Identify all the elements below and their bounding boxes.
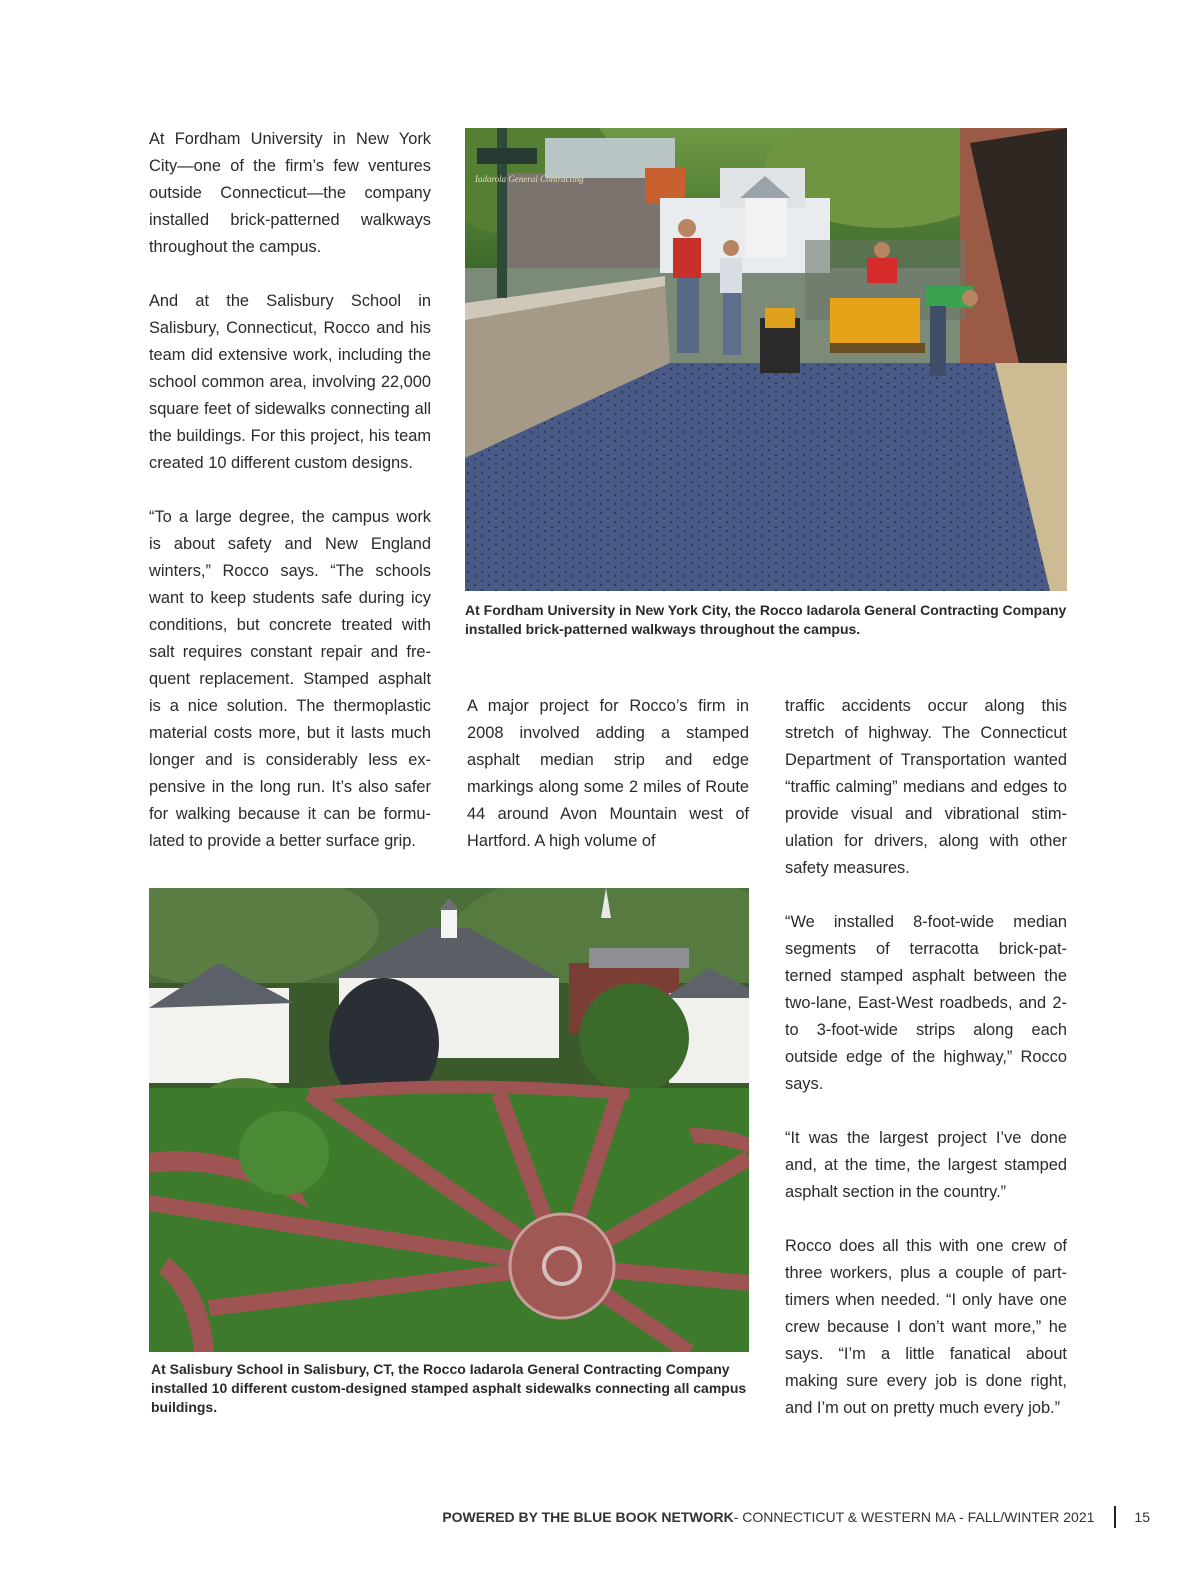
paragraph: “To a large degree, the campus work is about safety and New England winters,” Rocco says. “The schools want to keep students safe during icy conditions, but concrete treated with salt requires constant repair and fre-quent replacement. Stamped asphalt is a nice solution. The thermoplastic material costs more, but it lasts much longer and is considerably less ex-pensive in the long run. It’s also safer for walking because it can be formu-lated to provide a better surface grip. [149,508,431,850]
footer-edition: - CONNECTICUT & WESTERN MA - FALL/WINTER 2021 [733,1509,1095,1525]
paragraph: “It was the largest project I’ve done and, at the time, the largest stamped asphalt section in the country.” [785,1129,1067,1201]
paragraph: traffic accidents occur along this stretch of highway. The Connecticut Department of Transportation wanted “traffic calming” medians and edges to provide visual and vibrational stim-ulation for drivers, along with other safety measures. [785,697,1067,877]
fordham-walkway-photo [465,128,1067,591]
page-number: 15 [1134,1509,1150,1525]
page-footer [442,1506,1150,1528]
article-column-right [785,693,1067,1422]
contractor-sign-text: Iadarola General Contracting [475,174,584,184]
article-column-left [149,126,431,855]
fordham-walkway-illustration [465,128,1067,591]
salisbury-campus-aerial-photo [149,888,749,1352]
paragraph: “We installed 8-foot-wide median segments of terracotta brick-pat-terned stamped asphalt between the two-lane, East-West roadbeds, and 2- to 3-foot-wide strips along each outside edge of the highway,” Rocco says. [785,913,1067,1093]
salisbury-campus-illustration [149,888,749,1352]
article-column-middle [467,693,749,855]
footer-divider [1114,1506,1116,1528]
footer-brand: POWERED BY THE BLUE BOOK NETWORK [442,1509,734,1525]
fordham-photo-caption: At Fordham University in New York City, the Rocco Iadarola General Contracting Company installed brick-patterned walkways throughout the campus. [465,602,1067,637]
paragraph: At Fordham University in New York City—one of the firm’s few ventures outside Connecticut—the company installed brick-patterned walkways throughout the campus. [149,130,431,256]
paragraph: A major project for Rocco’s firm in 2008 involved adding a stamped asphalt median strip and edge markings along some 2 miles of Route 44 around Avon Mountain west of Hartford. A high volume of [467,697,749,850]
paragraph: And at the Salisbury School in Salisbury, Connecticut, Rocco and his team did extensive work, including the school common area, involving 22,000 square feet of sidewalks connecting all the buildings. For this project, his team created 10 different custom designs. [149,292,431,472]
salisbury-photo-caption: At Salisbury School in Salisbury, CT, the Rocco Iadarola General Contracting Company installed 10 different custom-designed stamped asphalt sidewalks connecting all campus buildings. [151,1361,747,1415]
paragraph: Rocco does all this with one crew of three workers, plus a couple of part-timers when needed. “I only have one crew because I don’t want more,” he says. “I’m a little fanatical about making sure every job is done right, and I’m out on pretty much every job.” [785,1237,1067,1417]
